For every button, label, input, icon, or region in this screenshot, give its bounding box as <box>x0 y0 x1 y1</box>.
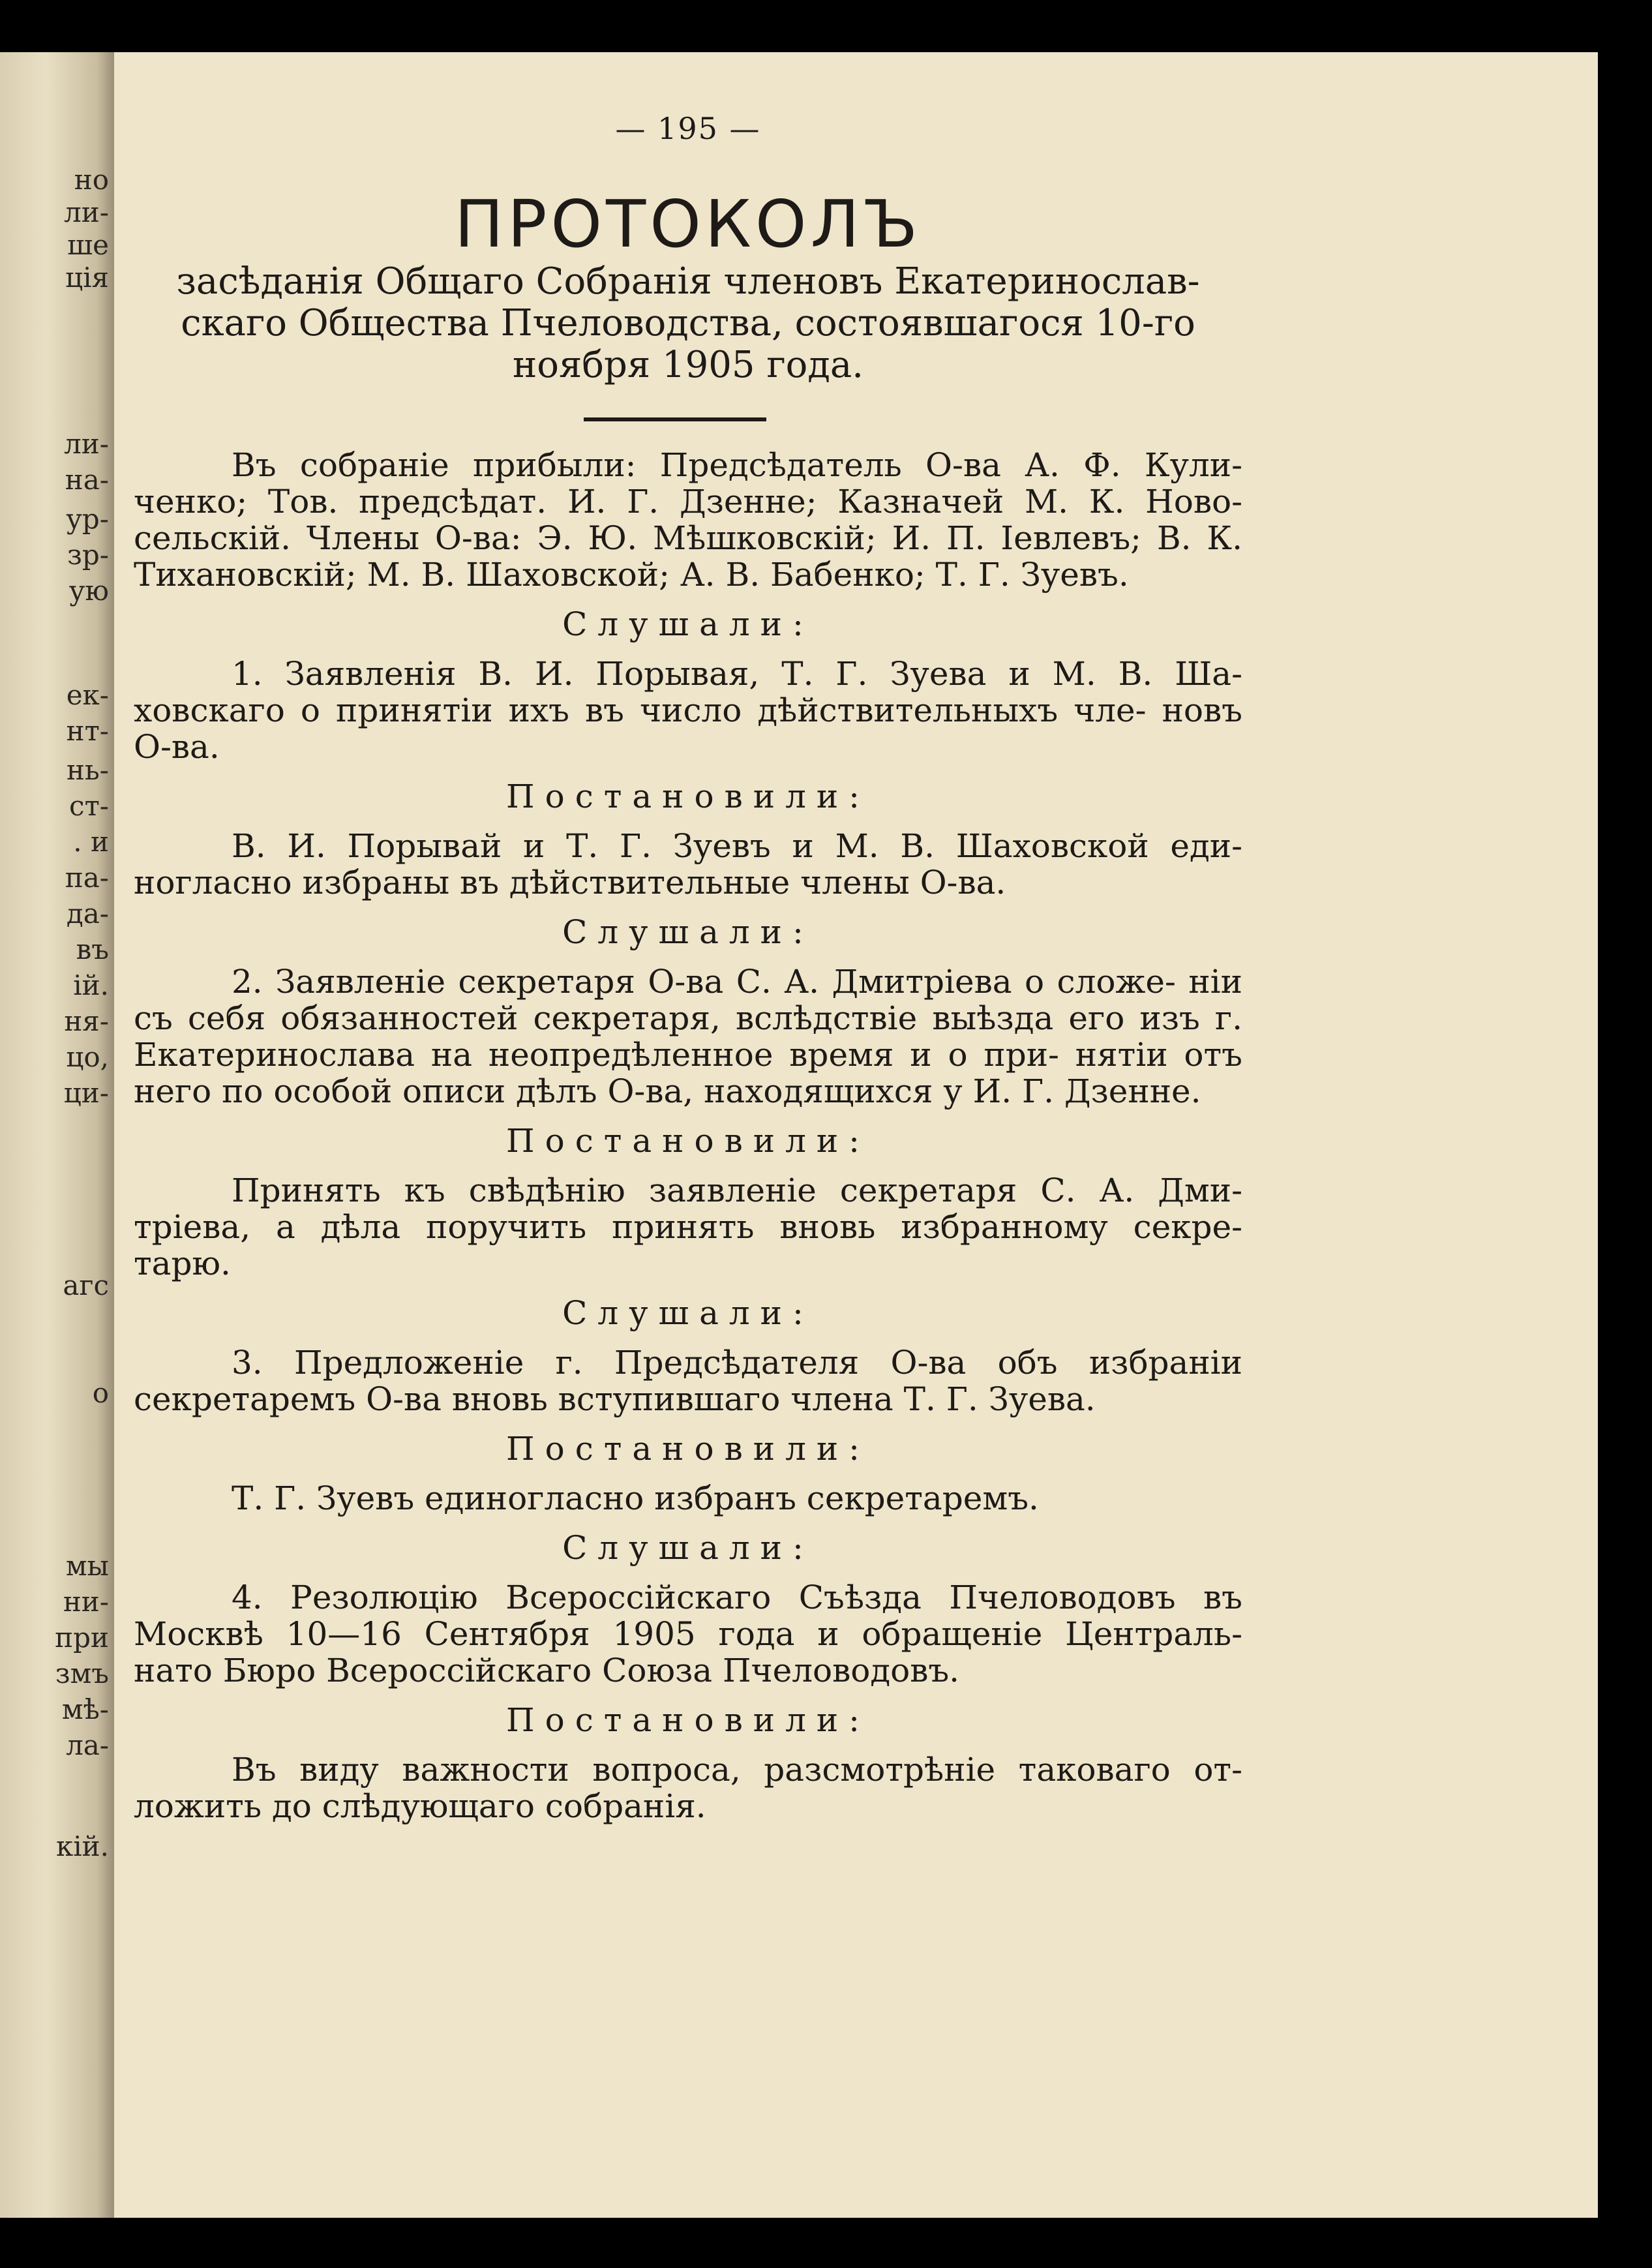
facing-page-fragment: ст- <box>69 790 109 822</box>
section-text: Въ виду важности вопроса, разсмотрѣніе таковаго от- ложить до слѣдующаго собранія. <box>134 1751 1242 1825</box>
section-heading: Слушали: <box>562 1294 814 1332</box>
section-text: 4. Резолюцію Всероссійскаго Съѣзда Пчеловодовъ въ Москвѣ 10—16 Сентября 1905 года и обращеніе Централь- нато Бюро Всероссійскаго Союза Пчеловодовъ. <box>134 1579 1242 1689</box>
facing-page-fragment: нт- <box>66 715 109 747</box>
facing-page-edge <box>0 52 114 2218</box>
facing-page-fragment: цо, <box>66 1041 109 1073</box>
facing-page-fragment: агс <box>63 1269 109 1301</box>
facing-page-fragment: ли- <box>64 428 109 460</box>
facing-page-fragment: въ <box>76 933 109 965</box>
title-divider <box>584 417 766 421</box>
section-text: 2. Заявленіе секретаря О-ва С. А. Дмитріева о сложе- ніи съ себя обязанностей секретаря, вслѣдствіе выѣзда его изъ г. Екатеринослава на неопредѣленное время и о при- нятіи отъ него по особой описи дѣлъ О-ва, находящихся у И. Г. Дзенне. <box>134 963 1242 1110</box>
facing-page-fragment: ци- <box>63 1077 109 1109</box>
facing-page-fragment: ція <box>65 262 109 294</box>
facing-page-fragment: . и <box>73 826 109 858</box>
section-heading: Постановили: <box>505 1701 870 1739</box>
facing-page-fragment: при <box>55 1622 109 1654</box>
facing-page-fragment: ли- <box>64 196 109 228</box>
facing-page-fragment: ій. <box>73 969 109 1001</box>
document-title: ПРОТОКОЛЪ <box>454 186 922 262</box>
section-text: Принять къ свѣдѣнію заявленіе секретаря С. А. Дми- тріева, а дѣла поручить принять вновь избранному секре- тарю. <box>134 1172 1242 1282</box>
facing-page-fragment: мѣ- <box>61 1693 109 1725</box>
facing-page-fragment: о <box>92 1377 109 1409</box>
facing-page-fragment: но <box>74 164 109 196</box>
attendees-paragraph: Въ собраніе прибыли: Предсѣдатель О-ва А. Ф. Кули- ченко; Тов. предсѣдат. И. Г. Дзенне; Казначей М. К. Ново- сельскій. Члены О-ва: Э. Ю. Мѣшковскій; И. П. Іевлевъ; В. К. Тихановскій; М. В. Шаховской; А. В. Бабенко; Т. Г. Зуевъ. <box>134 446 1242 594</box>
facing-page-fragment: ую <box>68 575 109 607</box>
protocol-body <box>134 447 1242 1837</box>
section-text: В. И. Порывай и Т. Г. Зуевъ и М. В. Шаховской еди- ногласно избраны въ дѣйствительные члены О-ва. <box>134 827 1242 901</box>
book-page <box>0 52 1598 2218</box>
page-number: — 195 — <box>615 111 761 146</box>
facing-page-fragment: ла- <box>66 1729 109 1761</box>
document-subtitle: засѣданія Общаго Собранія членовъ Екатеринослав- скаго Общества Пчеловодства, состоявшагося 10-го ноября 1905 года. <box>176 260 1200 386</box>
section-heading: Постановили: <box>505 1430 870 1468</box>
section-heading: Постановили: <box>505 1122 870 1160</box>
facing-page-fragment: ня- <box>64 1005 109 1037</box>
section-text: Т. Г. Зуевъ единогласно избранъ секретаремъ. <box>232 1479 1039 1517</box>
facing-page-fragment: нь- <box>66 754 109 786</box>
facing-page-fragment: ше <box>67 229 109 261</box>
section-text: 1. Заявленія В. И. Порывая, Т. Г. Зуева и М. В. Ша- ховскаго о принятіи ихъ въ число дѣйствительныхъ чле- новъ О-ва. <box>134 655 1242 766</box>
facing-page-fragment: змъ <box>55 1657 109 1689</box>
facing-page-fragment: зр- <box>67 539 109 571</box>
section-heading: Слушали: <box>562 605 814 643</box>
section-heading: Слушали: <box>562 913 814 951</box>
facing-page-fragment: ек- <box>66 679 109 711</box>
facing-page-fragment: да- <box>66 898 109 930</box>
facing-page-fragment: кій. <box>55 1830 109 1862</box>
facing-page-fragment: ур- <box>66 503 109 535</box>
facing-page-fragment: па- <box>65 862 109 894</box>
facing-page-fragment: мы <box>65 1550 109 1582</box>
facing-page-fragment: ни- <box>63 1586 109 1618</box>
section-heading: Слушали: <box>562 1529 814 1567</box>
section-text: 3. Предложеніе г. Предсѣдателя О-ва объ избраніи секретаремъ О-ва вновь вступившаго члена Т. Г. Зуева. <box>134 1344 1242 1418</box>
section-heading: Постановили: <box>505 778 870 815</box>
facing-page-fragment: на- <box>65 464 109 496</box>
